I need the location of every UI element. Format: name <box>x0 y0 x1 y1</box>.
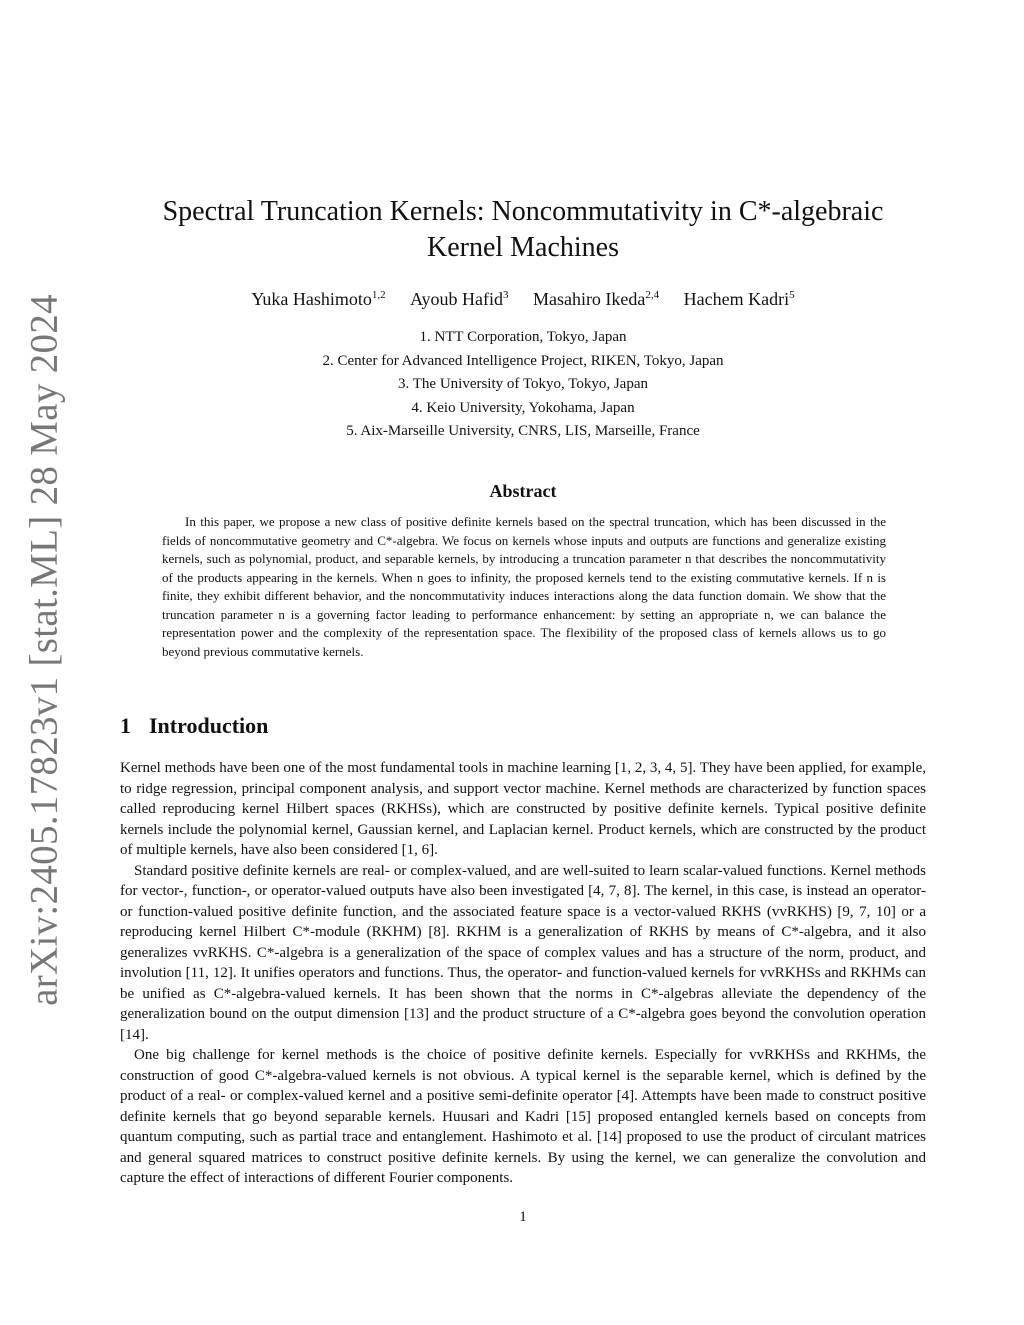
arxiv-identifier: arXiv:2405.17823v1 [stat.ML] 28 May 2024 <box>22 294 66 1006</box>
affiliation: 5. Aix-Marseille University, CNRS, LIS, Marseille, France <box>346 423 700 439</box>
author <box>684 289 795 309</box>
abstract-heading: Abstract <box>489 481 557 501</box>
abstract-text: In this paper, we propose a new class of positive definite kernels based on the spectral truncation, which has been discussed in the fields of noncommutative geometry and C*-algebra. We focus on kernels whose inputs and outputs are functions and generalize existing kernels, such as polynomial, product, and separable kernels, by introducing a truncation parameter n that describes the noncommutativity of the products appearing in the kernels. When n goes to infinity, the proposed kernels tend to the existing commutative kernels. If n is finite, they exhibit different behavior, and the noncommutativity induces interactions along the data function domain. We show that the truncation parameter n is a governing factor leading to performance enhancement: by setting an appropriate n, we can balance the representation power and the complexity of the representation space. The flexibility of the proposed class of kernels allows us to go beyond previous commutative kernels. <box>162 514 886 659</box>
author-name: Hachem Kadri <box>683 289 790 309</box>
author-list <box>120 289 926 310</box>
title-line-2: Kernel Machines <box>426 232 620 263</box>
affiliation: 3. The University of Tokyo, Tokyo, Japan <box>398 376 648 392</box>
title-line-1: Spectral Truncation Kernels: Noncommutativity in C*-algebraic <box>162 196 884 227</box>
author <box>533 289 659 309</box>
author-name: Yuka Hashimoto <box>251 289 372 309</box>
section-title: Introduction <box>149 713 269 738</box>
affiliation-list <box>120 326 926 444</box>
author-affiliation-marker: 2,4 <box>645 289 660 301</box>
affiliation: 4. Keio University, Yokohama, Japan <box>411 399 635 416</box>
author-affiliation-marker: 3 <box>502 289 509 301</box>
affiliation: 1. NTT Corporation, Tokyo, Japan <box>419 329 627 345</box>
page-number: 1 <box>519 1209 527 1225</box>
author-name: Ayoub Hafid <box>410 289 503 309</box>
section-heading <box>120 713 268 739</box>
affiliation: 2. Center for Advanced Intelligence Project, RIKEN, Tokyo, Japan <box>322 352 724 369</box>
paragraph: Standard positive definite kernels are real- or complex-valued, and are well-suited to learn scalar-valued functions. Kernel methods for vector-, function-, or operator-valued outputs have also been investigated [4, 7, 8]. The kernel, in this case, is instead an operator- or function-valued positive definite function, and the associated feature space is a vector-valued RKHS (vvRKHS) [9, 7, 10] or a reproducing kernel Hilbert C*-module (RKHM) [8]. RKHM is a generalization of RKHS by means of C*-algebra, and it also generalizes vvRKHS. C*-algebra is a generalization of the space of complex values and has a structure of the norm, product, and involution [11, 12]. It unifies operators and functions. Thus, the operator- and function-valued kernels for vvRKHSs and RKHMs can be unified as C*-algebra-valued kernels. It has been shown that the norms in C*-algebras alleviate the dependency of the generalization bound on the output dimension [13] and the product structure of a C*-algebra goes beyond the convolution operation [14]. <box>120 862 926 1043</box>
author-affiliation-marker: 5 <box>789 289 795 301</box>
section-number: 1 <box>120 713 131 738</box>
paper-title <box>120 194 926 266</box>
author <box>251 289 385 309</box>
author <box>410 289 508 309</box>
author-name: Masahiro Ikeda <box>532 289 646 309</box>
paragraph: Kernel methods have been one of the most fundamental tools in machine learning [1, 2, 3, 4, 5]. They have been applied, for example, to ridge regression, principal component analysis, and support vector machine. Kernel methods are characterized by function spaces called reproducing kernel Hilbert spaces (RKHSs), which are constructed by positive definite kernels. Typical positive definite kernels include the polynomial kernel, Gaussian kernel, and Laplacian kernel. Product kernels, which are constructed by the product of multiple kernels, have also been considered [1, 6]. <box>120 760 926 858</box>
paragraph: One big challenge for kernel methods is the choice of positive definite kernels. Especially for vvRKHSs and RKHMs, the construction of good C*-algebra-valued kernels is not obvious. A typical kernel is the separable kernel, which is defined by the product of a real- or complex-valued kernel and a positive semi-definite operator [4]. Attempts have been made to construct positive definite kernels that go beyond separable kernels. Huusari and Kadri [15] proposed entangled kernels based on concepts from quantum computing, such as partial trace and entanglement. Hashimoto et al. [14] proposed to use the product of circulant matrices and general squared matrices to construct positive definite kernels. By using the kernel, we can generalize the convolution and capture the effect of interactions of different Fourier components. <box>120 1047 926 1186</box>
body-text <box>120 758 926 1189</box>
author-affiliation-marker: 1,2 <box>371 289 386 301</box>
